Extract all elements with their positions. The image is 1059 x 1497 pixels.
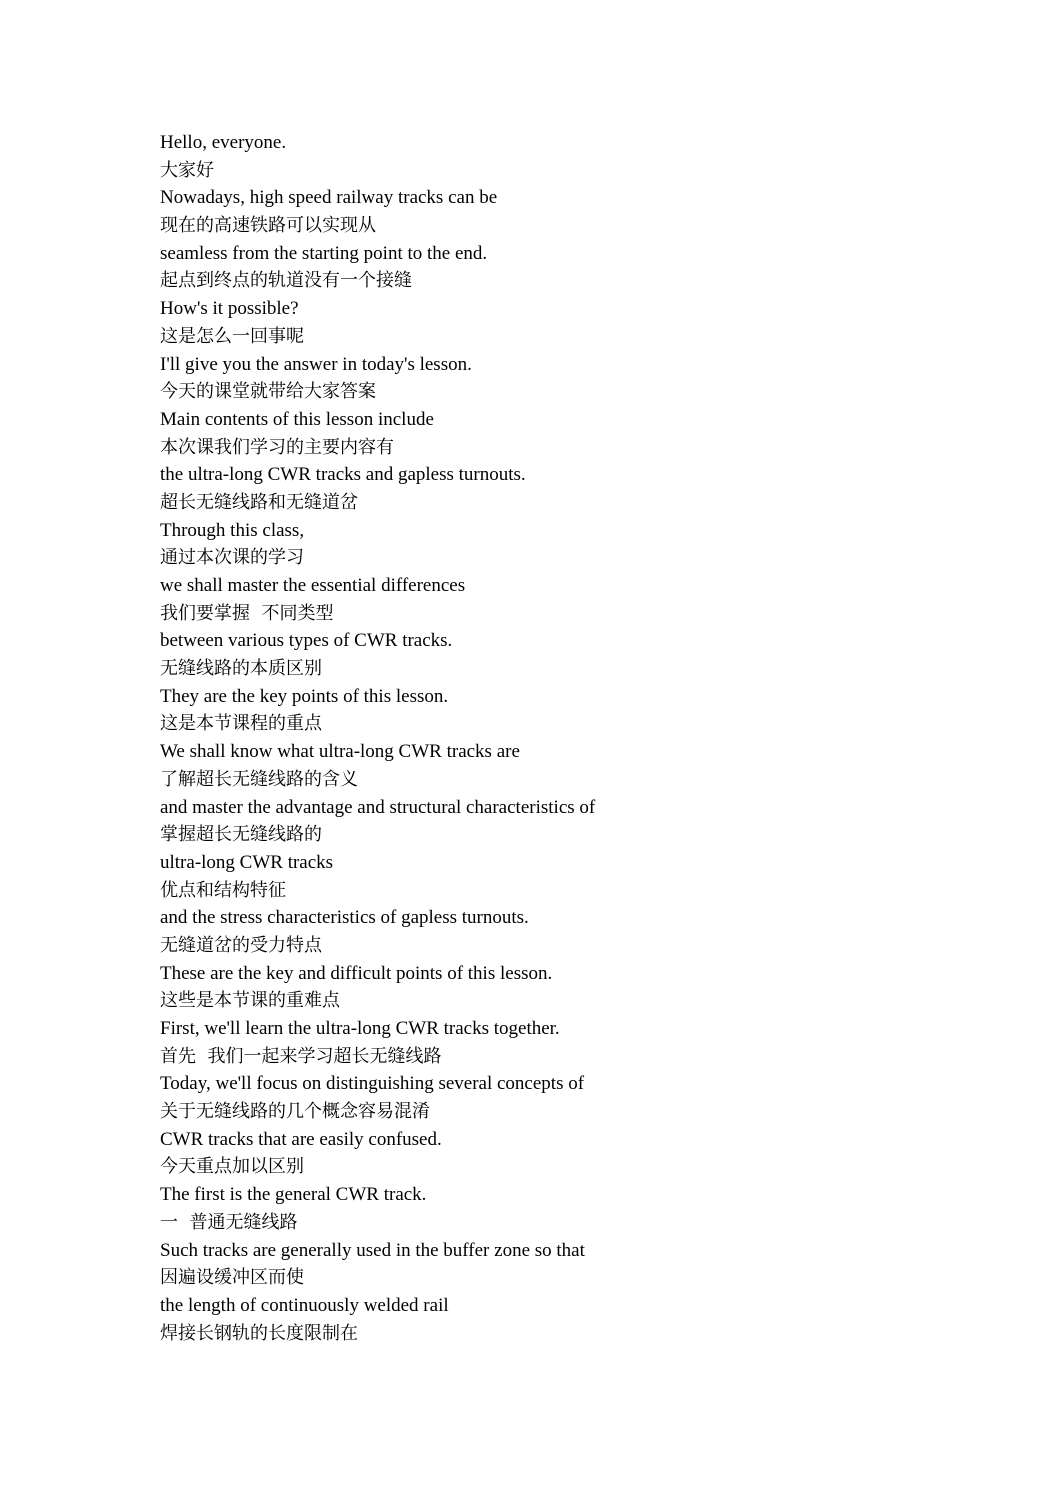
transcript-line-chinese: 无缝道岔的受力特点 <box>160 934 322 956</box>
transcript-line-english: Nowadays, high speed railway tracks can be <box>160 187 498 209</box>
transcript-line-chinese: 今天的课堂就带给大家答案 <box>160 381 376 403</box>
transcript-line-english: the length of continuously welded rail <box>160 1294 449 1316</box>
transcript-line-english: Main contents of this lesson include <box>160 408 434 430</box>
transcript-line-chinese: 优点和结构特征 <box>160 879 286 901</box>
transcript-line-english: we shall master the essential differences <box>160 575 466 596</box>
transcript-line-chinese: 一 普通无缝线路 <box>160 1211 298 1233</box>
transcript-line-english: They are the key points of this lesson. <box>160 685 449 707</box>
transcript-line-chinese: 超长无缝线路和无缝道岔 <box>160 491 358 513</box>
transcript-line-chinese: 掌握超长无缝线路的 <box>160 824 322 846</box>
transcript-line-english: I'll give you the answer in today's lesson. <box>160 353 472 375</box>
transcript-line-english: ultra-long CWR tracks <box>160 851 334 873</box>
transcript-line-chinese: 这是本节课程的重点 <box>160 713 322 735</box>
transcript-line-english: and master the advantage and structural characteristics of <box>160 796 596 818</box>
transcript-line-chinese: 无缝线路的本质区别 <box>160 658 322 680</box>
transcript-line-chinese: 关于无缝线路的几个概念容易混淆 <box>160 1101 430 1123</box>
transcript-line-english: Today, we'll focus on distinguishing several concepts of <box>160 1073 585 1095</box>
transcript-line-chinese: 因遍设缓冲区而使 <box>160 1267 304 1289</box>
transcript-line-chinese: 这是怎么一回事呢 <box>160 325 304 347</box>
transcript-line-english: between various types of CWR tracks. <box>160 630 453 652</box>
transcript-line-chinese: 大家好 <box>160 159 214 181</box>
transcript-line-english: CWR tracks that are easily confused. <box>160 1128 442 1150</box>
transcript-line-english: The first is the general CWR track. <box>160 1184 427 1206</box>
transcript-line-chinese: 起点到终点的轨道没有一个接缝 <box>160 270 412 292</box>
transcript-line-english: Hello, everyone. <box>160 132 287 153</box>
transcript-line-english: How's it possible? <box>160 298 299 320</box>
transcript-line-english: and the stress characteristics of gapless turnouts. <box>160 907 529 929</box>
transcript-line-english: First, we'll learn the ultra-long CWR tracks together. <box>160 1018 560 1039</box>
transcript-line-chinese: 本次课我们学习的主要内容有 <box>160 436 394 458</box>
transcript-line-english: seamless from the starting point to the end. <box>160 242 488 264</box>
transcript-line-chinese: 今天重点加以区别 <box>160 1156 304 1178</box>
transcript-line-english: We shall know what ultra-long CWR tracks are <box>160 741 520 763</box>
transcript-line-english: Through this class, <box>160 519 305 541</box>
transcript-line-chinese: 现在的高速铁路可以实现从 <box>160 215 376 237</box>
transcript-line-chinese: 通过本次课的学习 <box>160 547 304 569</box>
transcript-line-chinese: 我们要掌握 不同类型 <box>160 602 334 624</box>
transcript-body <box>160 129 980 1347</box>
transcript-line-chinese: 首先 我们一起来学习超长无缝线路 <box>160 1045 442 1067</box>
transcript-line-english: These are the key and difficult points of this lesson. <box>160 962 553 984</box>
transcript-line-english: the ultra-long CWR tracks and gapless turnouts. <box>160 464 526 486</box>
transcript-line-chinese: 了解超长无缝线路的含义 <box>160 768 358 790</box>
transcript-line-chinese: 这些是本节课的重难点 <box>160 990 340 1012</box>
transcript-line-english: Such tracks are generally used in the buffer zone so that <box>160 1239 585 1261</box>
transcript-line-chinese: 焊接长钢轨的长度限制在 <box>160 1322 358 1344</box>
